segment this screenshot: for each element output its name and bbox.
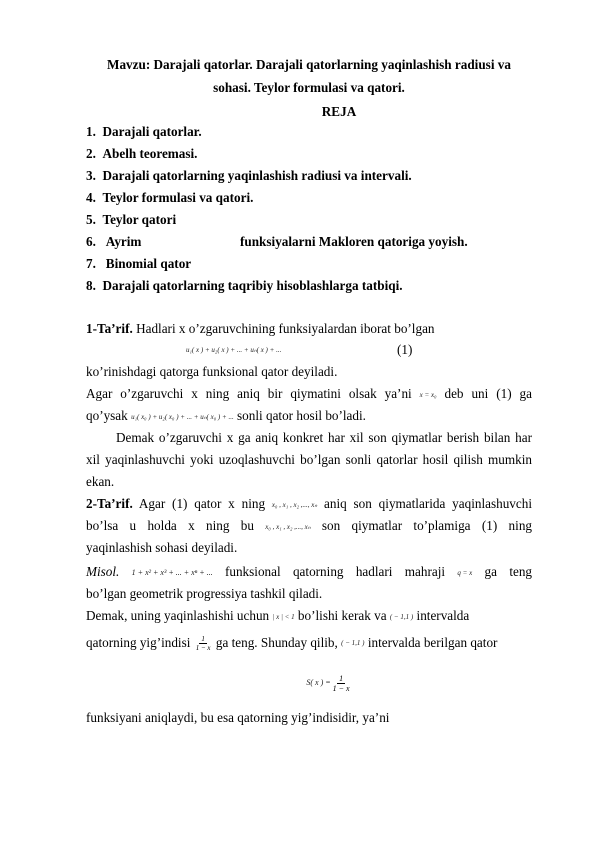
formula-1: u₁( x ) + u₂( x ) + ... + uₙ( x ) + ... xyxy=(186,346,282,354)
paragraph: qatorning yig’indisi $\frac{1}{1 - x}$ ga teng. Shunday qilib, ( − 1,1 ) intervalda berilgan qator xyxy=(86,634,498,652)
formula-ratio: q = x xyxy=(457,568,473,577)
formula-series-x0: u₁( x₀ ) + u₂( x₀ ) + ... + uₙ( x₀ ) + ... xyxy=(131,412,234,421)
page-title: Mavzu: Darajali qatorlar. Darajali qatorlarning yaqinlashish radiusi va xyxy=(107,57,511,72)
paragraph: Demak o’zgaruvchi x ga aniq konkret har xil son qiymatlar berish bilan har xyxy=(116,430,532,445)
definition-2: 2-Ta’rif. Agar (1) qator x ning x₀ , x₁ , x₂ ,..., xₙ aniq son qiymatlarida yaqinlashuvchi xyxy=(86,496,532,511)
paragraph: ko’rinishdagi qatorga funksional qator deyiladi. xyxy=(86,364,338,379)
plan-item: 1. Darajali qatorlar. xyxy=(86,124,202,139)
formula-sx: S( x ) = $\frac{1}{1 - x}$ xyxy=(306,673,350,693)
paragraph: Agar o’zgaruvchi x ning aniq bir qiymatini olsak ya’ni x = x₀ deb uni (1) ga xyxy=(86,386,532,401)
formula-1-number: (1) xyxy=(397,342,413,357)
paragraph: qo’ysak u₁( x₀ ) + u₂( x₀ ) + ... + uₙ( x₀ ) + ... sonli qator hosil bo’ladi. xyxy=(86,408,366,423)
paragraph: ekan. xyxy=(86,474,115,489)
paragraph: bo’lgan geometrik progressiya tashkil qiladi. xyxy=(86,586,323,601)
paragraph: funksiyani aniqlaydi, bu esa qatorning yig’indisidir, ya’ni xyxy=(86,710,390,725)
definition-1: 1-Ta’rif. Hadlari x o’zgaruvchining funksiyalardan iborat bo’lgan xyxy=(86,321,435,336)
formula-points-2: x₀ , x₁ , x₂ ,..., xₙ xyxy=(265,522,311,531)
formula-geometric-series: 1 + x² + x³ + ... + xⁿ + ... xyxy=(131,567,213,577)
formula-interval: ( − 1,1 ) xyxy=(389,612,414,621)
plan-heading: REJA xyxy=(321,104,357,119)
paragraph: bo’lsa u holda x ning bu x₀ , x₁ , x₂ ,..., xₙ son qiymatlar to’plamiga (1) ning xyxy=(86,518,533,533)
plan-item: 6. Ayrim funksiyalarni Makloren qatoriga yoyish. xyxy=(86,234,468,249)
plan-item: 8. Darajali qatorlarning taqribiy hisoblashlarga tatbiqi. xyxy=(86,278,403,293)
example: Misol. 1 + x² + x³ + ... + xⁿ + ... funksional qatorning hadlari mahraji q = x ga teng xyxy=(86,564,533,579)
paragraph: Demak, uning yaqinlashishi uchun | x | < 1 bo’lishi kerak va ( − 1,1 ) intervalda xyxy=(86,608,470,623)
formula-points: x₀ , x₁ , x₂ ,..., xₙ xyxy=(271,500,318,509)
page-title-line2: sohasi. Teylor formulasi va qatori. xyxy=(213,80,405,95)
paragraph: xil yaqinlashuvchi yoki uzoqlashuvchi bo’lgan sonli qatorlar hosil qilish mumkin xyxy=(86,452,532,467)
formula-interval-2: ( − 1,1 ) xyxy=(341,639,365,647)
plan-item: 7. Binomial qator xyxy=(86,256,192,271)
paragraph: yaqinlashish sohasi deyiladi. xyxy=(86,540,238,555)
plan-item: 2. Abelh teoremasi. xyxy=(86,146,198,161)
plan-item: 5. Teylor qatori xyxy=(86,212,177,227)
formula-x0: x = x₀ xyxy=(419,390,437,399)
plan-item: 4. Teylor formulasi va qatori. xyxy=(86,190,254,205)
plan-item: 3. Darajali qatorlarning yaqinlashish radiusi va intervali. xyxy=(86,168,412,183)
formula-abs: | x | < 1 xyxy=(272,612,295,621)
fraction-sum: $\frac{1}{1 - x}$ xyxy=(195,634,211,652)
